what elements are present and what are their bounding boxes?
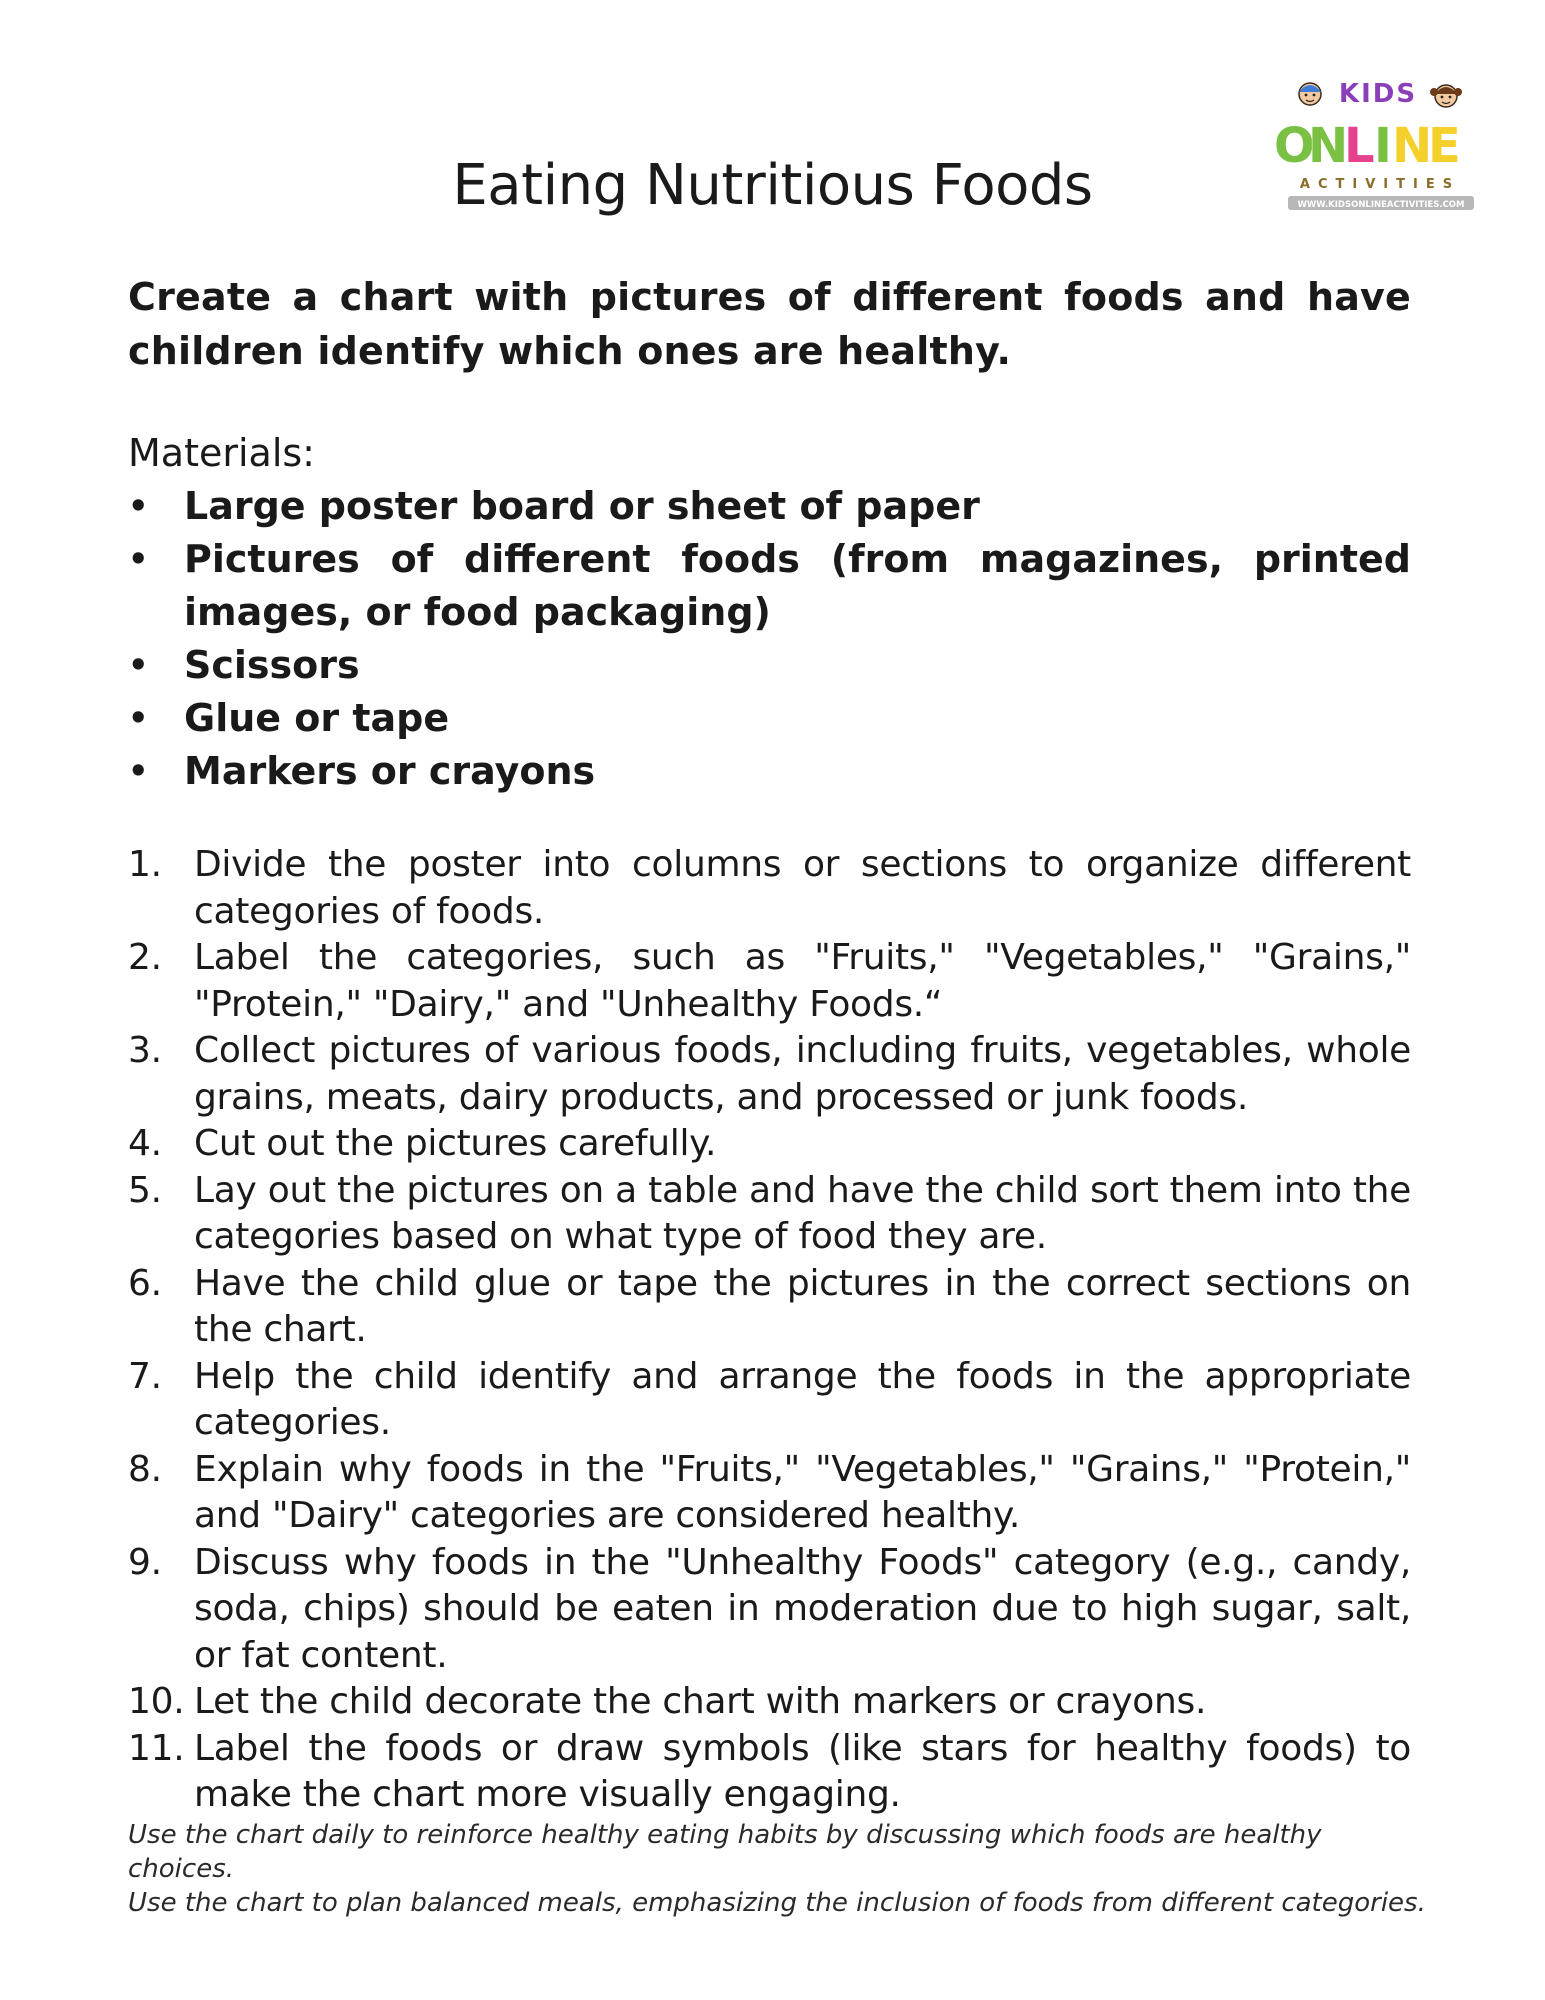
boy-face-icon xyxy=(1299,83,1321,105)
bullet-icon: • xyxy=(128,752,149,790)
step-text: Lay out the pictures on a table and have the child sort them into the categories based on what type of food they are. xyxy=(194,1169,1411,1257)
step-number: 2. xyxy=(128,937,162,978)
step-text: Discuss why foods in the "Unhealthy Foods" category (e.g., candy, soda, chips) should be eaten in moderation due to high sugar, salt, or fat content. xyxy=(194,1541,1411,1676)
materials-item xyxy=(128,480,1411,533)
step-item xyxy=(128,1121,1411,1168)
step-item xyxy=(128,1261,1411,1354)
footer-notes xyxy=(128,1818,1428,1920)
logo-online-i: I xyxy=(1374,118,1392,174)
step-number: 11. xyxy=(128,1727,185,1769)
step-text: Let the child decorate the chart with markers or crayons. xyxy=(194,1681,1207,1722)
materials-item-text: Pictures of different foods (from magazines, printed images, or food packaging) xyxy=(184,537,1411,634)
materials-item-text: Large poster board or sheet of paper xyxy=(184,484,980,528)
intro-paragraph: Create a chart with pictures of different foods and have children identify which ones are healthy. xyxy=(128,275,1411,373)
materials-list xyxy=(128,480,1411,798)
materials-item xyxy=(128,745,1411,798)
step-number: 10. xyxy=(128,1681,185,1722)
step-text: Have the child glue or tape the pictures in the correct sections on the chart. xyxy=(194,1262,1411,1350)
step-text: Explain why foods in the "Fruits," "Vegetables," "Grains," "Protein," and "Dairy" categories are considered healthy. xyxy=(194,1448,1411,1536)
logo-online-n2: N xyxy=(1392,118,1433,174)
step-number: 8. xyxy=(128,1448,162,1490)
footer-note: Use the chart to plan balanced meals, emphasizing the inclusion of foods from different categories. xyxy=(128,1888,1426,1918)
step-number: 9. xyxy=(128,1541,162,1583)
step-item xyxy=(128,1540,1411,1680)
materials-item xyxy=(128,692,1411,745)
step-number: 6. xyxy=(128,1262,162,1304)
materials-item-text: Scissors xyxy=(184,643,360,687)
step-text: Collect pictures of various foods, including fruits, vegetables, whole grains, meats, dairy products, and processed or junk foods. xyxy=(194,1030,1411,1118)
step-item xyxy=(128,1028,1411,1121)
step-item xyxy=(128,1168,1411,1261)
logo-activities-text: ACTIVITIES xyxy=(1299,177,1461,192)
step-number: 5. xyxy=(128,1169,162,1211)
step-item xyxy=(128,1447,1411,1540)
girl-face-icon xyxy=(1430,85,1462,107)
page-title: Eating Nutritious Foods xyxy=(452,153,1093,218)
step-text: Label the categories, such as "Fruits," "Vegetables," "Grains," "Protein," "Dairy," and "Unhealthy Foods.“ xyxy=(194,937,1411,1025)
logo-kids-text: KIDS xyxy=(1338,79,1418,109)
materials-item xyxy=(128,639,1411,692)
materials-item-text: Markers or crayons xyxy=(184,749,596,793)
bullet-icon: • xyxy=(128,540,149,578)
bullet-icon: • xyxy=(128,699,149,737)
step-text: Label the foods or draw symbols (like stars for healthy foods) to make the chart more visually engaging. xyxy=(194,1727,1411,1815)
bullet-icon: • xyxy=(128,646,149,684)
logo-online-l: L xyxy=(1344,118,1375,174)
steps-list xyxy=(128,842,1411,1819)
step-text: Cut out the pictures carefully. xyxy=(194,1123,717,1164)
logo-online-o: O xyxy=(1274,118,1315,174)
step-text: Divide the poster into columns or sections to organize different categories of foods. xyxy=(194,844,1411,932)
logo-online-e: E xyxy=(1428,118,1461,174)
step-item xyxy=(128,1726,1411,1819)
step-number: 7. xyxy=(128,1355,162,1397)
materials-item-text: Glue or tape xyxy=(184,696,450,740)
step-item xyxy=(128,935,1411,1028)
step-number: 1. xyxy=(128,844,162,885)
logo-url-text: WWW.KIDSONLINEACTIVITIES.COM xyxy=(1297,200,1465,210)
step-number: 3. xyxy=(128,1030,162,1071)
step-item xyxy=(128,1679,1411,1726)
step-item xyxy=(128,842,1411,935)
materials-heading: Materials: xyxy=(128,431,315,475)
materials-item xyxy=(128,533,1411,639)
step-number: 4. xyxy=(128,1123,162,1164)
footer-note: Use the chart daily to reinforce healthy eating habits by discussing which foods are healthy choices. xyxy=(128,1820,1322,1884)
bullet-icon: • xyxy=(128,487,149,525)
step-text: Help the child identify and arrange the foods in the appropriate categories. xyxy=(194,1355,1411,1443)
step-item xyxy=(128,1354,1411,1447)
logo-online-n: N xyxy=(1308,118,1349,174)
